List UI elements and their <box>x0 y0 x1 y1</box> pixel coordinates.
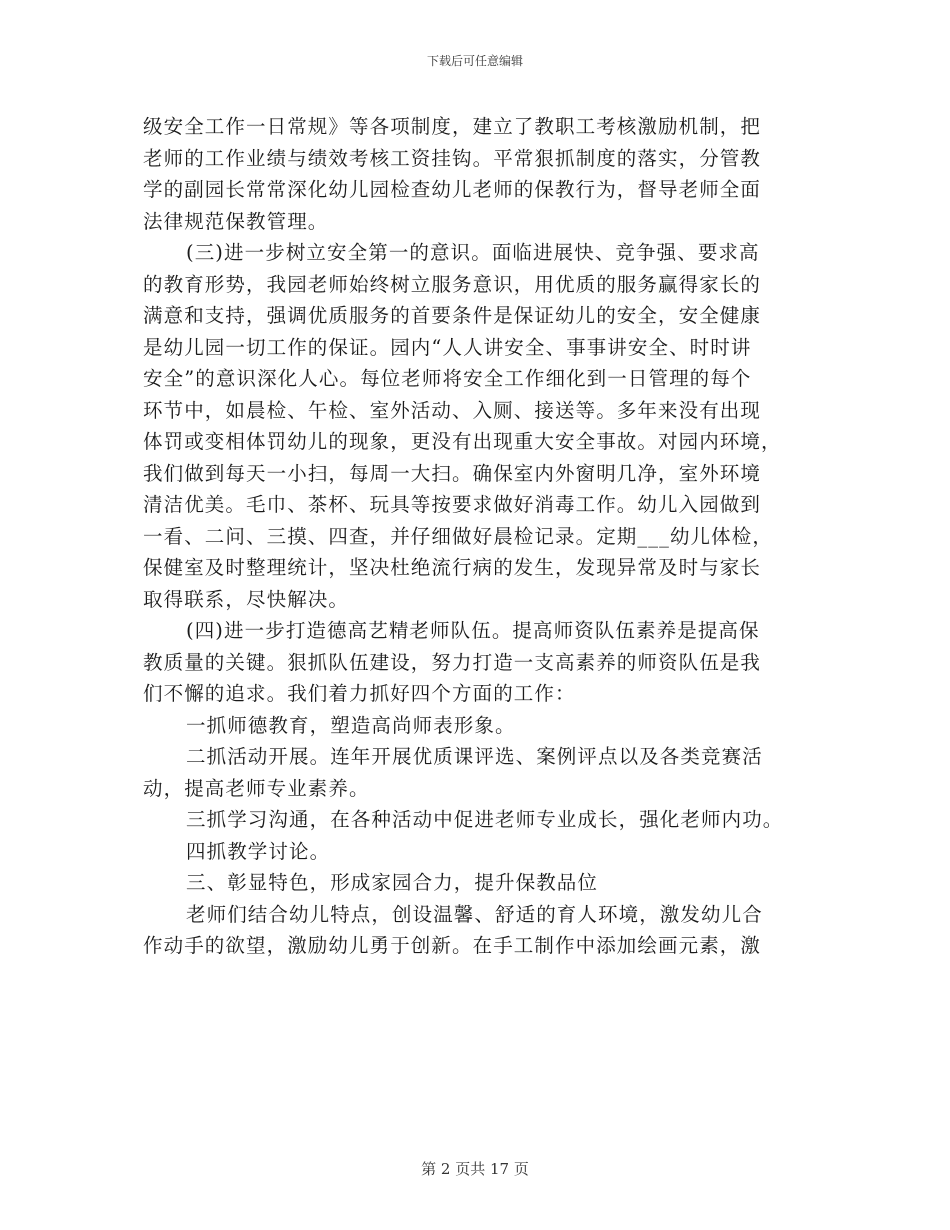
text-line: 满意和支持，强调优质服务的首要条件是保证幼儿的安全，安全健康 <box>143 304 762 327</box>
text-line: 是幼儿园一切工作的保证。园内“人人讲安全、事事讲安全、时时讲 <box>143 335 752 359</box>
text-line: (四)进一步打造德高艺精老师队伍。提高师资队伍素养是提高保 <box>186 619 760 642</box>
text-line: 三、彰显特色，形成家园合力，提升保教品位 <box>186 871 599 894</box>
text-line: 们不懈的追求。我们着力抓好四个方面的工作： <box>143 682 576 705</box>
text-line: 一看、二问、三摸、四查，并仔细做好晨检记录。定期___幼儿体检， <box>143 524 773 548</box>
text-line: 一抓师德教育，塑造高尚师表形象。 <box>186 713 516 737</box>
text-line: 保健室及时整理统计，坚决杜绝流行病的发生，发现异常及时与家长 <box>143 556 762 579</box>
text-line: 学的副园长常常深化幼儿园检查幼儿老师的保教行为，督导老师全面 <box>143 178 762 201</box>
text-line: (三)进一步树立安全第一的意识。面临进展快、竞争强、要求高 <box>186 241 760 264</box>
text-line: 取得联系，尽快解决。 <box>143 587 350 611</box>
text-line: 体罚或变相体罚幼儿的现象，更没有出现重大安全事故。对园内环境， <box>143 430 782 453</box>
text-line: 动，提高老师专业素养。 <box>143 776 370 800</box>
document-body <box>143 111 808 962</box>
text-line: 环节中，如晨检、午检、室外活动、入厕、接送等。多年来没有出现 <box>143 398 762 422</box>
text-line: 清洁优美。毛巾、茶杯、玩具等按要求做好消毒工作。幼儿入园做到 <box>143 493 762 516</box>
text-line: 法律规范保教管理。 <box>143 209 329 233</box>
text-line: 老师的工作业绩与绩效考核工资挂钩。平常狠抓制度的落实，分管教 <box>143 146 762 170</box>
text-line: 安全”的意识深化人心。每位老师将安全工作细化到一日管理的每个 <box>143 367 752 390</box>
text-line: 老师们结合幼儿特点，创设温馨、舒适的育人环境，激发幼儿合 <box>186 902 763 926</box>
text-line: 我们做到每天一小扫，每周一大扫。确保室内外窗明几净，室外环境 <box>143 461 762 485</box>
text-line: 三抓学习沟通，在各种活动中促进老师专业成长，强化老师内功。 <box>186 808 784 831</box>
text-line: 四抓教学讨论。 <box>186 839 331 863</box>
text-line: 教质量的关键。狠抓队伍建设，努力打造一支高素养的师资队伍是我 <box>143 650 762 674</box>
text-line: 的教育形势，我园老师始终树立服务意识，用优质的服务赢得家长的 <box>143 272 762 296</box>
text-line: 作动手的欲望，激励幼儿勇于创新。在手工制作中添加绘画元素，激 <box>143 934 762 957</box>
text-line: 级安全工作一日常规》等各项制度，建立了教职工考核激励机制，把 <box>143 115 762 138</box>
page-header: 下载后可任意编辑 <box>426 54 523 68</box>
text-line: 二抓活动开展。连年开展优质课评选、案例评点以及各类竞赛活 <box>186 745 763 768</box>
page-footer: 第 2 页共 17 页 <box>421 1160 529 1178</box>
